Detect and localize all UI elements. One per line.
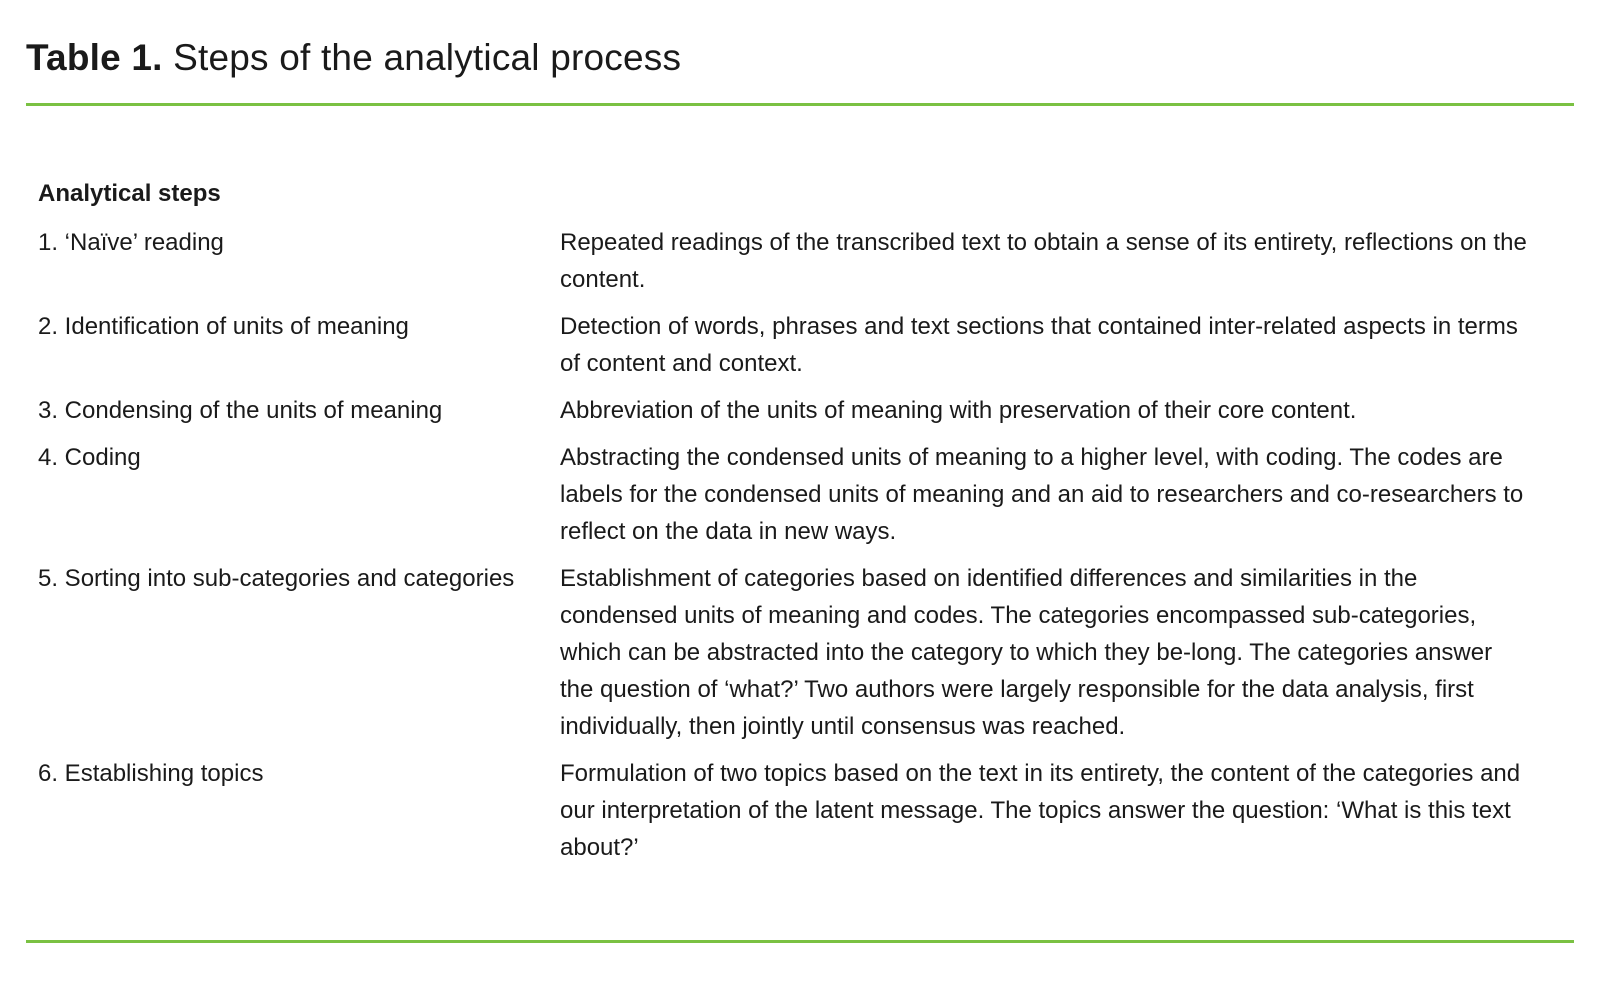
steps-table [38, 224, 1538, 876]
table-row [38, 308, 1538, 382]
table-row [38, 755, 1538, 866]
step-cell: 4. Coding [38, 444, 141, 471]
description-cell: Repeated readings of the transcribed text to obtain a sense of its entirety, reflections on the content. [560, 229, 1527, 293]
table-caption: Steps of the analytical process [173, 37, 682, 78]
table-row [38, 560, 1538, 745]
table-title [26, 34, 681, 82]
step-cell: 2. Identification of units of meaning [38, 313, 409, 340]
step-cell: 3. Condensing of the units of meaning [38, 397, 443, 424]
bottom-rule [26, 940, 1574, 943]
step-cell: 6. Establishing topics [38, 760, 264, 787]
description-cell: Abbreviation of the units of meaning with preservation of their core content. [560, 397, 1357, 424]
table-row [38, 439, 1538, 550]
table-row [38, 224, 1538, 298]
description-cell: Formulation of two topics based on the text in its entirety, the content of the categories and our interpretation of the latent message. The topics answer the question: ‘What is this text about?’ [560, 760, 1521, 861]
column-header: Analytical steps [38, 180, 221, 207]
step-cell: 1. ‘Naïve’ reading [38, 229, 224, 256]
top-rule [26, 103, 1574, 106]
description-cell: Abstracting the condensed units of meaning to a higher level, with coding. The codes are labels for the condensed units of meaning and an aid to researchers and co-researchers to reflect on the data in new ways. [560, 444, 1524, 545]
table-number: Table 1. [26, 37, 163, 78]
table-row [38, 392, 1538, 429]
description-cell: Establishment of categories based on identified differences and similarities in the condensed units of meaning and codes. The categories encompassed sub-categories, which can be abstracted into the category to which they be-long. The categories answer the question of ‘what?’ Two authors were largely responsible for the data analysis, first individually, then jointly until consensus was reached. [560, 565, 1493, 740]
step-cell: 5. Sorting into sub-categories and categories [38, 565, 515, 592]
description-cell: Detection of words, phrases and text sections that contained inter-related aspects in terms of content and context. [560, 313, 1518, 377]
